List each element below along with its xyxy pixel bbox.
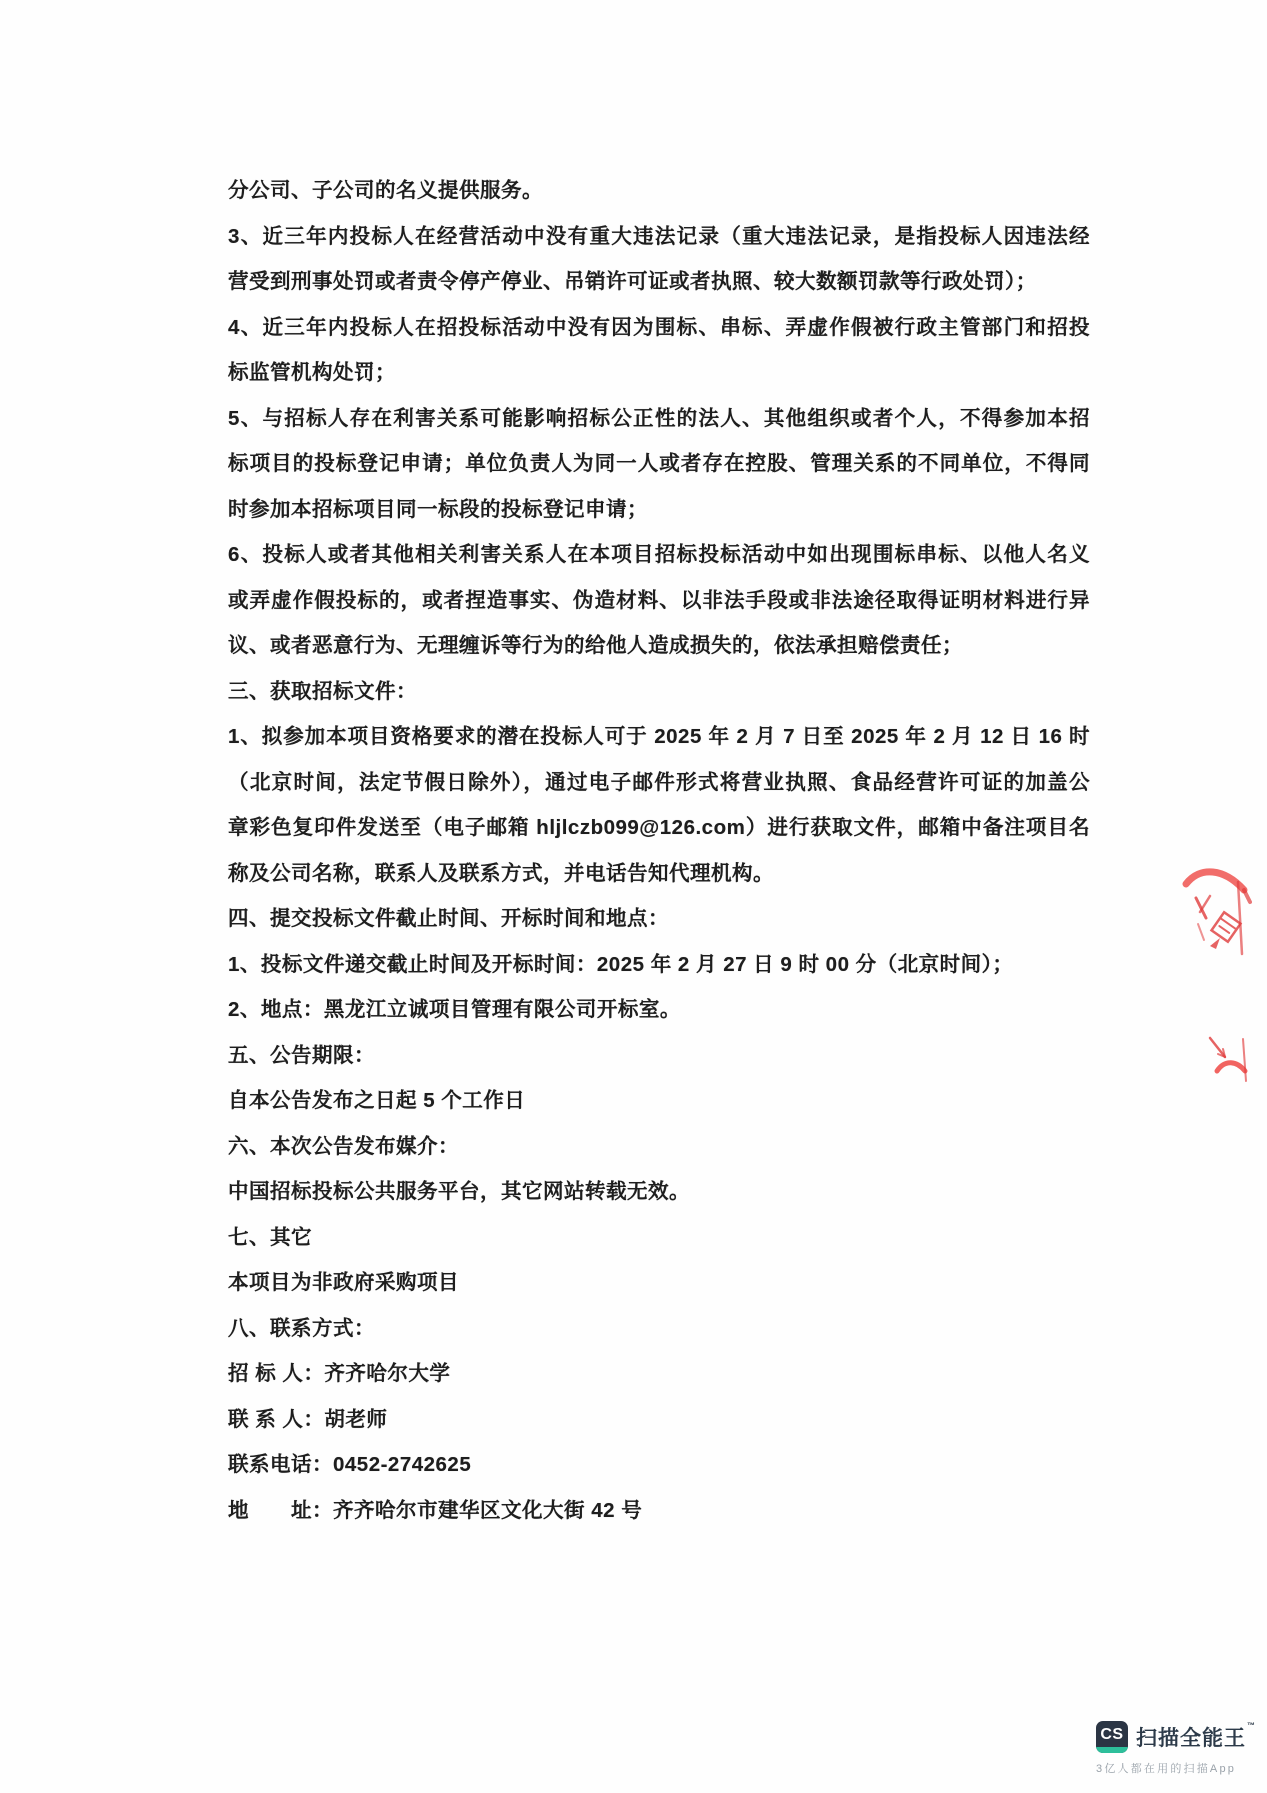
text-line: 标监管机构处罚；: [228, 361, 396, 384]
red-pen-mark: [1205, 1033, 1250, 1088]
text-line: 招 标 人：齐齐哈尔大学: [228, 1362, 451, 1385]
text-line: 6、投标人或者其他相关利害关系人在本项目招标投标活动中如出现围标串标、以他人名义: [228, 543, 1090, 566]
text-line: （北京时间，法定节假日除外），通过电子邮件形式将营业执照、食品经营许可证的加盖公: [228, 770, 1090, 794]
text-line: 营受到刑事处罚或者责令停产停业、吊销许可证或者执照、较大数额罚款等行政处罚）；: [228, 270, 1037, 293]
camscanner-cs-icon: [1096, 1721, 1128, 1753]
text-line: 中国招标投标公共服务平台，其它网站转载无效。: [228, 1180, 690, 1203]
camscanner-title-text: 扫描全能王: [1136, 1727, 1246, 1750]
text-line: 称及公司名称，联系人及联系方式，并电话告知代理机构。: [228, 861, 774, 885]
text-line: 本项目为非政府采购项目: [228, 1271, 459, 1294]
cs-icon-accent-strip: [1096, 1747, 1128, 1753]
text-line: 议、或者恶意行为、无理缠诉等行为的给他人造成损失的，依法承担赔偿责任；: [228, 634, 963, 657]
camscanner-subtitle: 3亿人都在用的扫描App: [1096, 1763, 1237, 1775]
text-line: 章彩色复印件发送至（电子邮箱 hljlczb099@126.com）进行获取文件，邮箱中备注项目名: [228, 816, 1090, 839]
document-lines: [228, 168, 1090, 1533]
section-heading-line: 五、公告期限：: [228, 1043, 375, 1067]
camscanner-watermark: [1096, 1721, 1255, 1776]
text-line: 联系电话：0452-2742625: [228, 1453, 472, 1476]
section-heading-line: 七、其它: [228, 1225, 312, 1249]
text-line: 或弄虚作假投标的，或者捏造事实、伪造材料、以非法手段或非法途径取得证明材料进行异: [228, 588, 1090, 612]
section-heading-line: 六、本次公告发布媒介：: [228, 1134, 459, 1158]
cs-icon-letters: CS: [1100, 1726, 1124, 1743]
text-line: 1、投标文件递交截止时间及开标时间：2025 年 2 月 27 日 9 时 00 分（北京时间）；: [228, 952, 1014, 976]
text-line: 分公司、子公司的名义提供服务。: [228, 179, 543, 202]
section-heading-line: 四、提交投标文件截止时间、开标时间和地点：: [228, 907, 669, 930]
camscanner-title: [1136, 1722, 1255, 1752]
text-line: 自本公告发布之日起 5 个工作日: [228, 1089, 526, 1112]
text-line: 4、近三年内投标人在招投标活动中没有因为围标、串标、弄虚作假被行政主管部门和招投: [228, 315, 1090, 339]
trademark-symbol: ™: [1247, 1721, 1256, 1730]
text-line: 标项目的投标登记申请；单位负责人为同一人或者存在控股、管理关系的不同单位，不得同: [228, 452, 1090, 475]
text-line: 时参加本招标项目同一标段的投标登记申请；: [228, 497, 648, 521]
section-heading-line: 三、获取招标文件：: [228, 679, 417, 703]
text-line: 2、地点：黑龙江立诚项目管理有限公司开标室。: [228, 998, 681, 1021]
text-line: 联 系 人：胡老师: [228, 1407, 388, 1431]
camscanner-logo-row: [1096, 1721, 1255, 1753]
text-line: 5、与招标人存在利害关系可能影响招标公正性的法人、其他组织或者个人，不得参加本招: [228, 406, 1090, 430]
red-seal-fragment: [1180, 862, 1252, 962]
text-line: 3、近三年内投标人在经营活动中没有重大违法记录（重大违法记录，是指投标人因违法经: [228, 224, 1090, 248]
text-line: 地 址：齐齐哈尔市建华区文化大街 42 号: [228, 1498, 643, 1522]
section-heading-line: 八、联系方式：: [228, 1316, 375, 1340]
text-line: 1、拟参加本项目资格要求的潜在投标人可于 2025 年 2 月 7 日至 2025 年 2 月 12 日 16 时: [228, 725, 1090, 748]
